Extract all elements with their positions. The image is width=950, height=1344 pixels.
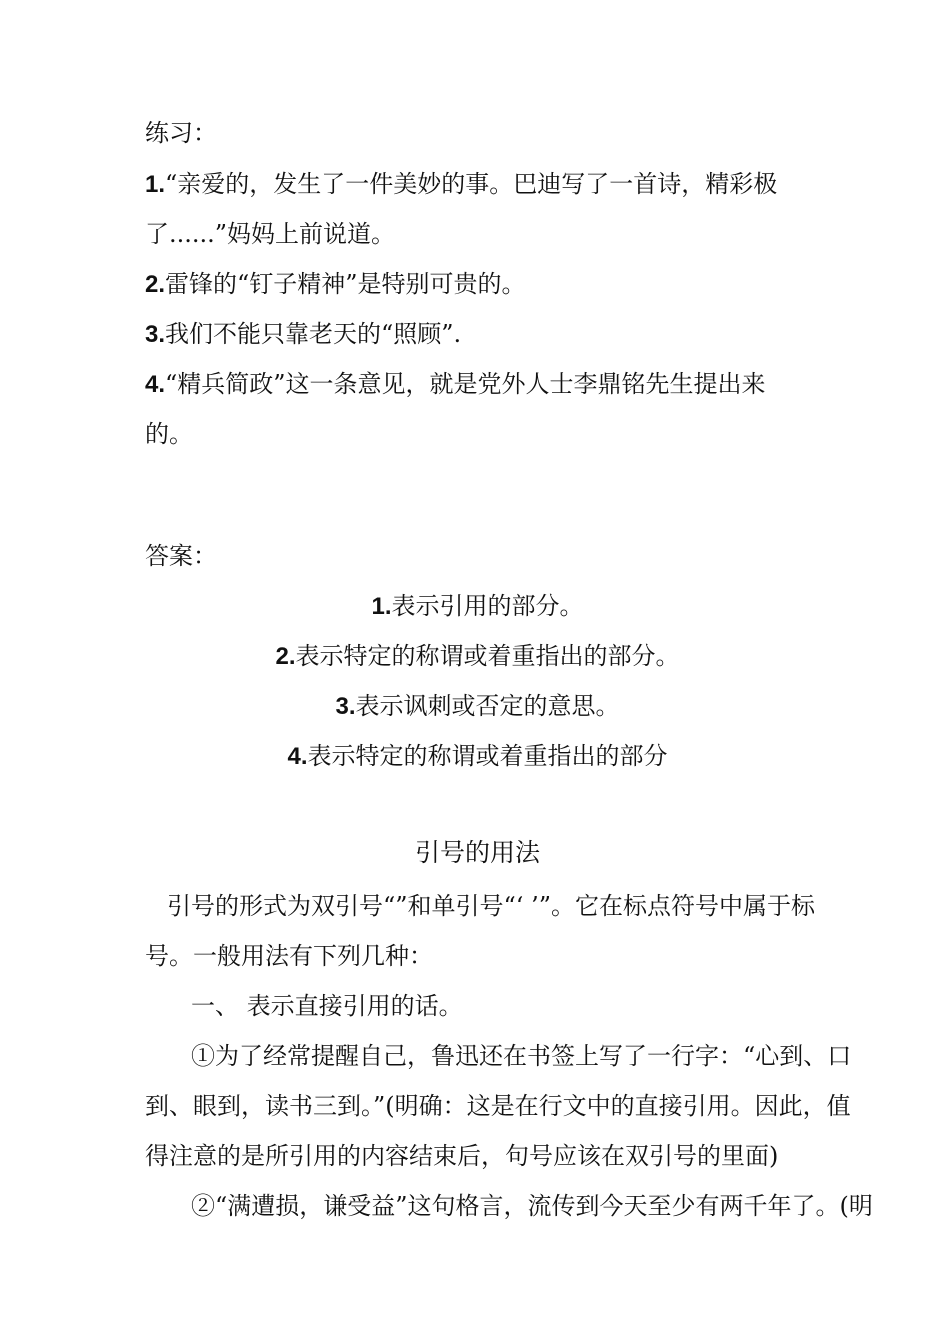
practice-item-1-number: 1. xyxy=(145,171,166,198)
example-1-line-3: 得注意的是所引用的内容结束后，句号应该在双引号的里面) xyxy=(145,1142,779,1170)
section-intro-line-2: 号。一般用法有下列几种： xyxy=(145,942,433,970)
practice-item-4-text: “精兵简政”这一条意见，就是党外人士李鼎铭先生提出来 xyxy=(165,370,766,398)
section-point-1: 一、 表示直接引用的话。 xyxy=(191,992,463,1020)
answer-item-1-text: 表示引用的部分。 xyxy=(391,592,584,620)
practice-item-1-continued: 了......”妈妈上前说道。 xyxy=(145,220,396,248)
practice-item-4-number: 4. xyxy=(145,371,166,398)
practice-item-2-number: 2. xyxy=(145,271,166,298)
document-page xyxy=(145,0,873,1344)
answer-item-1 xyxy=(145,591,810,622)
practice-item-2-text: 雷锋的“钉子精神”是特别可贵的。 xyxy=(165,270,526,298)
practice-heading: 练习： xyxy=(145,119,217,147)
practice-item-4 xyxy=(145,369,766,400)
example-2-line-1: ②“满遭损，谦受益”这句格言，流传到今天至少有两千年了。(明 xyxy=(191,1192,873,1220)
example-1-line-1: ①为了经常提醒自己，鲁迅还在书签上写了一行字：“心到、口 xyxy=(191,1042,852,1070)
answer-item-3-number: 3. xyxy=(335,693,356,720)
practice-item-1-text: “亲爱的，发生了一件美妙的事。巴迪写了一首诗，精彩极 xyxy=(165,170,778,198)
answer-item-2-text: 表示特定的称谓或着重指出的部分。 xyxy=(295,642,680,670)
practice-item-4-continued: 的。 xyxy=(145,420,193,448)
practice-item-3-number: 3. xyxy=(145,321,166,348)
answer-item-3-text: 表示讽刺或否定的意思。 xyxy=(355,692,620,720)
section-title: 引号的用法 xyxy=(414,838,540,867)
answer-item-4 xyxy=(145,741,810,772)
practice-item-3-text: 我们不能只靠老天的“照顾”. xyxy=(165,320,462,348)
answer-item-3 xyxy=(145,691,810,722)
answer-item-2-number: 2. xyxy=(275,643,296,670)
section-intro-line-1: 引号的形式为双引号“”和单引号“‘ ’”。它在标点符号中属于标 xyxy=(167,892,815,920)
answer-item-4-number: 4. xyxy=(287,743,308,770)
example-1-line-2: 到、眼到，读书三到。”(明确：这是在行文中的直接引用。因此，值 xyxy=(145,1092,851,1120)
answers-heading: 答案： xyxy=(145,542,217,570)
practice-item-2 xyxy=(145,269,526,300)
practice-item-1 xyxy=(145,169,777,200)
answer-item-4-text: 表示特定的称谓或着重指出的部分 xyxy=(307,742,668,770)
answer-item-1-number: 1. xyxy=(371,593,392,620)
practice-item-3 xyxy=(145,319,461,350)
answer-item-2 xyxy=(145,641,810,672)
